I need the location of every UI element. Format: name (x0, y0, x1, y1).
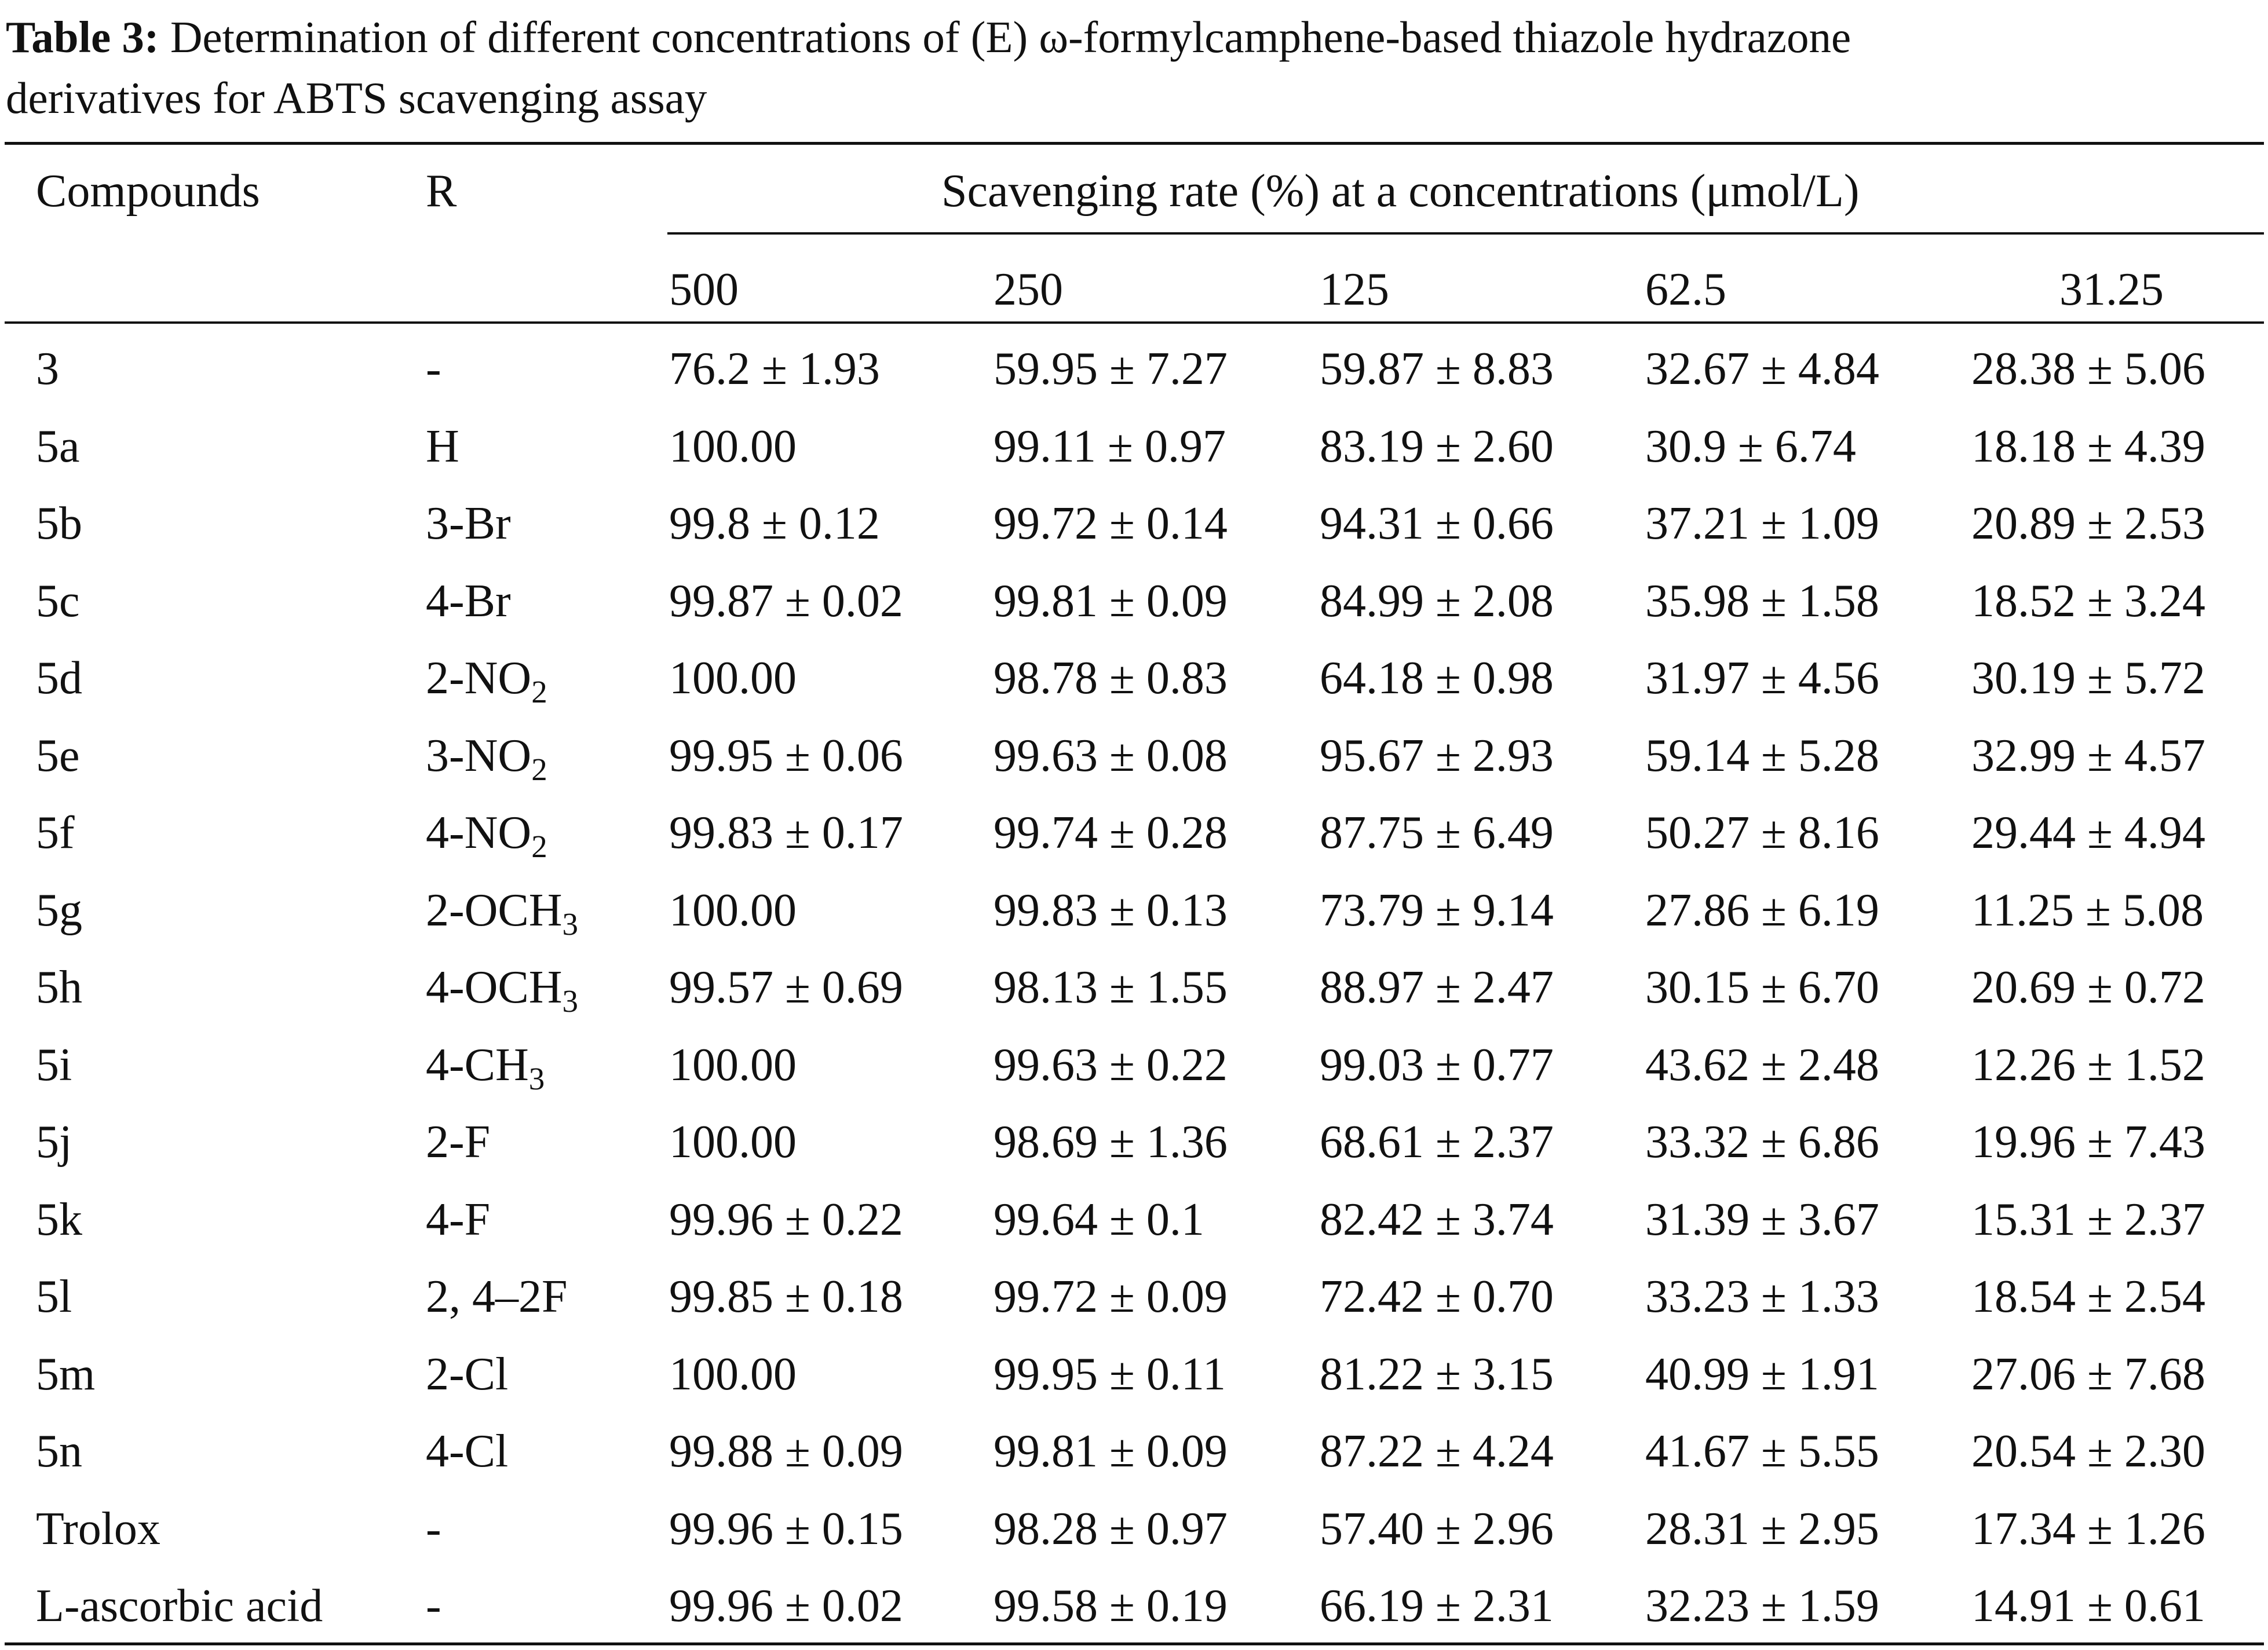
caption-text-line-1: Determination of different concentrations of (E) ω-formylcamphene-based thiazole hydrazone (159, 12, 1851, 62)
table-cell-value: 32.67 ± 4.84 (1645, 343, 1879, 394)
r-group-text: 3-NO (426, 730, 532, 781)
table-cell-compound: 5f (36, 807, 75, 858)
table-cell-compound: 5l (36, 1271, 72, 1322)
table-cell-value: 57.40 ± 2.96 (1320, 1503, 1554, 1554)
table-cell-compound: L-ascorbic acid (36, 1581, 323, 1631)
r-group-text: 4-Cl (426, 1426, 509, 1477)
table-cell-value: 83.19 ± 2.60 (1320, 421, 1554, 472)
r-group-text: 4-OCH (426, 962, 563, 1013)
table-cell-value: 27.06 ± 7.68 (1971, 1349, 2205, 1400)
table-cell-compound: 5e (36, 730, 80, 781)
header-concentration-125: 125 (1320, 264, 1389, 315)
table-cell-value: 94.31 ± 0.66 (1320, 498, 1554, 549)
table-cell-value: 11.25 ± 5.08 (1971, 885, 2204, 936)
table-caption (6, 7, 2259, 129)
table-cell-value: 99.95 ± 0.11 (994, 1349, 1226, 1400)
table-cell-r-group (426, 881, 579, 942)
header-concentration-62-5: 62.5 (1645, 264, 1726, 315)
table-cell-value: 28.38 ± 5.06 (1971, 343, 2205, 394)
table-cell-value: 99.63 ± 0.08 (994, 730, 1228, 781)
table-cell-compound: 5c (36, 576, 80, 627)
table-cell-value: 20.89 ± 2.53 (1971, 498, 2205, 549)
table-cell-value: 99.96 ± 0.15 (669, 1503, 903, 1554)
table-cell-r-group (426, 418, 459, 475)
table-cell-r-group (426, 1577, 441, 1635)
table-cell-value: 100.00 (669, 885, 797, 936)
table-cell-value: 31.97 ± 4.56 (1645, 653, 1879, 704)
table-cell-value: 35.98 ± 1.58 (1645, 576, 1879, 627)
table-cell-value: 14.91 ± 0.61 (1971, 1581, 2205, 1631)
table-cell-value: 41.67 ± 5.55 (1645, 1426, 1879, 1477)
r-group-text: 4-F (426, 1194, 491, 1245)
table-cell-compound: 5m (36, 1349, 96, 1400)
table-cell-r-group (426, 1500, 441, 1558)
table-cell-value: 87.22 ± 4.24 (1320, 1426, 1554, 1477)
table-cell-compound: 5h (36, 962, 82, 1013)
table-cell-value: 95.67 ± 2.93 (1320, 730, 1554, 781)
table-cell-value: 99.58 ± 0.19 (994, 1581, 1228, 1631)
table-cell-value: 19.96 ± 7.43 (1971, 1117, 2205, 1168)
header-compounds: Compounds (36, 166, 260, 217)
table-cell-value: 99.81 ± 0.09 (994, 1426, 1228, 1477)
r-group-text: 2-Cl (426, 1349, 509, 1400)
table-cell-value: 99.03 ± 0.77 (1320, 1040, 1554, 1091)
r-group-subscript: 2 (531, 674, 547, 709)
table-cell-value: 32.23 ± 1.59 (1645, 1581, 1879, 1631)
header-r: R (426, 166, 457, 217)
r-group-subscript: 2 (531, 829, 547, 864)
table-cell-value: 100.00 (669, 1349, 797, 1400)
table-top-rule (5, 142, 2264, 145)
table-cell-value: 99.64 ± 0.1 (994, 1194, 1204, 1245)
table-cell-value: 76.2 ± 1.93 (669, 343, 880, 394)
r-group-text: 2-F (426, 1117, 491, 1168)
concentration-span-rule (667, 232, 2264, 235)
table-cell-value: 33.23 ± 1.33 (1645, 1271, 1879, 1322)
table-cell-value: 99.85 ± 0.18 (669, 1271, 903, 1322)
table-cell-value: 18.18 ± 4.39 (1971, 421, 2205, 472)
table-cell-value: 17.34 ± 1.26 (1971, 1503, 2205, 1554)
table-cell-value: 68.61 ± 2.37 (1320, 1117, 1554, 1168)
caption-text-line-2: derivatives for ABTS scavenging assay (6, 73, 707, 123)
table-cell-value: 66.19 ± 2.31 (1320, 1581, 1554, 1631)
table-cell-value: 20.69 ± 0.72 (1971, 962, 2205, 1013)
table-cell-r-group (426, 495, 511, 553)
r-group-subscript: 3 (562, 906, 579, 942)
table-cell-r-group (426, 1113, 490, 1171)
r-group-text: 2-OCH (426, 885, 563, 936)
header-scavenging-rate: Scavenging rate (%) at a concentrations (μmol/L) (941, 166, 1860, 217)
table-cell-value: 72.42 ± 0.70 (1320, 1271, 1554, 1322)
table-cell-value: 99.72 ± 0.09 (994, 1271, 1228, 1322)
table-cell-value: 50.27 ± 8.16 (1645, 807, 1879, 858)
r-group-text: 2-NO (426, 653, 532, 704)
table-cell-value: 15.31 ± 2.37 (1971, 1194, 2205, 1245)
table-cell-value: 88.97 ± 2.47 (1320, 962, 1554, 1013)
table-cell-r-group (426, 340, 441, 398)
table-cell-value: 20.54 ± 2.30 (1971, 1426, 2205, 1477)
table-cell-value: 100.00 (669, 1040, 797, 1091)
table-cell-value: 100.00 (669, 1117, 797, 1168)
table-cell-value: 99.72 ± 0.14 (994, 498, 1228, 549)
table-cell-value: 81.22 ± 3.15 (1320, 1349, 1554, 1400)
r-group-text: 4-CH (426, 1040, 529, 1091)
table-cell-value: 82.42 ± 3.74 (1320, 1194, 1554, 1245)
table-cell-value: 33.32 ± 6.86 (1645, 1117, 1879, 1168)
table-cell-r-group (426, 958, 579, 1019)
header-concentration-500: 500 (669, 264, 739, 315)
table-cell-compound: 5j (36, 1117, 72, 1168)
r-group-text: - (426, 343, 441, 394)
table-cell-value: 30.15 ± 6.70 (1645, 962, 1879, 1013)
table-cell-compound: 3 (36, 343, 59, 394)
caption-label: Table 3: (6, 12, 159, 62)
table-cell-value: 43.62 ± 2.48 (1645, 1040, 1879, 1091)
table-cell-r-group (426, 804, 547, 862)
table-cell-compound: 5g (36, 885, 82, 936)
table-cell-compound: 5i (36, 1040, 72, 1091)
table-cell-value: 31.39 ± 3.67 (1645, 1194, 1879, 1245)
r-group-text: 3-Br (426, 498, 511, 549)
table-cell-value: 100.00 (669, 653, 797, 704)
table-cell-value: 98.78 ± 0.83 (994, 653, 1228, 704)
header-concentration-250: 250 (994, 264, 1063, 315)
table-cell-value: 30.9 ± 6.74 (1645, 421, 1856, 472)
table-cell-r-group (426, 572, 511, 630)
table-cell-value: 84.99 ± 2.08 (1320, 576, 1554, 627)
table-cell-value: 99.96 ± 0.22 (669, 1194, 903, 1245)
r-group-text: H (426, 421, 459, 472)
r-group-subscript: 2 (531, 752, 547, 787)
table-cell-value: 32.99 ± 4.57 (1971, 730, 2205, 781)
table-cell-value: 18.52 ± 3.24 (1971, 576, 2205, 627)
table-cell-r-group (426, 1036, 545, 1094)
table-cell-value: 29.44 ± 4.94 (1971, 807, 2205, 858)
table-cell-value: 99.63 ± 0.22 (994, 1040, 1228, 1091)
table-cell-compound: 5b (36, 498, 82, 549)
table-cell-value: 59.95 ± 7.27 (994, 343, 1228, 394)
table-cell-value: 30.19 ± 5.72 (1971, 653, 2205, 704)
table-cell-value: 99.8 ± 0.12 (669, 498, 880, 549)
caption-line-1 (6, 7, 2259, 68)
table-cell-r-group (426, 1422, 508, 1480)
table-cell-value: 99.81 ± 0.09 (994, 576, 1228, 627)
table-cell-value: 12.26 ± 1.52 (1971, 1040, 2205, 1091)
table-cell-compound: 5d (36, 653, 82, 704)
table-cell-value: 99.11 ± 0.97 (994, 421, 1226, 472)
table-bottom-rule (5, 1642, 2264, 1645)
table-cell-value: 99.95 ± 0.06 (669, 730, 903, 781)
table-cell-value: 40.99 ± 1.91 (1645, 1349, 1879, 1400)
table-cell-value: 18.54 ± 2.54 (1971, 1271, 2205, 1322)
table-cell-compound: Trolox (36, 1503, 160, 1554)
r-group-subscript: 3 (528, 1061, 545, 1096)
table-cell-value: 98.13 ± 1.55 (994, 962, 1228, 1013)
r-group-text: 2, 4–2F (426, 1271, 568, 1322)
table-cell-r-group (426, 1345, 508, 1403)
table-cell-value: 59.87 ± 8.83 (1320, 343, 1554, 394)
table-cell-r-group (426, 1191, 490, 1249)
table-cell-value: 99.83 ± 0.17 (669, 807, 903, 858)
table-cell-r-group (426, 1268, 568, 1326)
r-group-text: - (426, 1503, 441, 1554)
table-cell-value: 64.18 ± 0.98 (1320, 653, 1554, 704)
table-cell-value: 99.96 ± 0.02 (669, 1581, 903, 1631)
table-cell-value: 99.87 ± 0.02 (669, 576, 903, 627)
header-concentration-31-25: 31.25 (2059, 264, 2164, 315)
table-cell-value: 73.79 ± 9.14 (1320, 885, 1554, 936)
table-cell-value: 27.86 ± 6.19 (1645, 885, 1879, 936)
table-cell-value: 59.14 ± 5.28 (1645, 730, 1879, 781)
table-cell-r-group (426, 727, 547, 785)
table-cell-value: 98.69 ± 1.36 (994, 1117, 1228, 1168)
r-group-text: - (426, 1581, 441, 1631)
table-cell-value: 37.21 ± 1.09 (1645, 498, 1879, 549)
table-cell-compound: 5a (36, 421, 80, 472)
table-cell-value: 99.57 ± 0.69 (669, 962, 903, 1013)
table-cell-value: 98.28 ± 0.97 (994, 1503, 1228, 1554)
header-bottom-rule (5, 321, 2264, 324)
table-cell-value: 99.83 ± 0.13 (994, 885, 1228, 936)
r-group-subscript: 3 (562, 983, 579, 1019)
table-cell-value: 100.00 (669, 421, 797, 472)
table-cell-compound: 5k (36, 1194, 82, 1245)
table-cell-value: 99.74 ± 0.28 (994, 807, 1228, 858)
table-cell-r-group (426, 649, 547, 707)
r-group-text: 4-Br (426, 576, 511, 627)
r-group-text: 4-NO (426, 807, 532, 858)
table-cell-value: 99.88 ± 0.09 (669, 1426, 903, 1477)
table-cell-compound: 5n (36, 1426, 82, 1477)
table-cell-value: 28.31 ± 2.95 (1645, 1503, 1879, 1554)
table-cell-value: 87.75 ± 6.49 (1320, 807, 1554, 858)
